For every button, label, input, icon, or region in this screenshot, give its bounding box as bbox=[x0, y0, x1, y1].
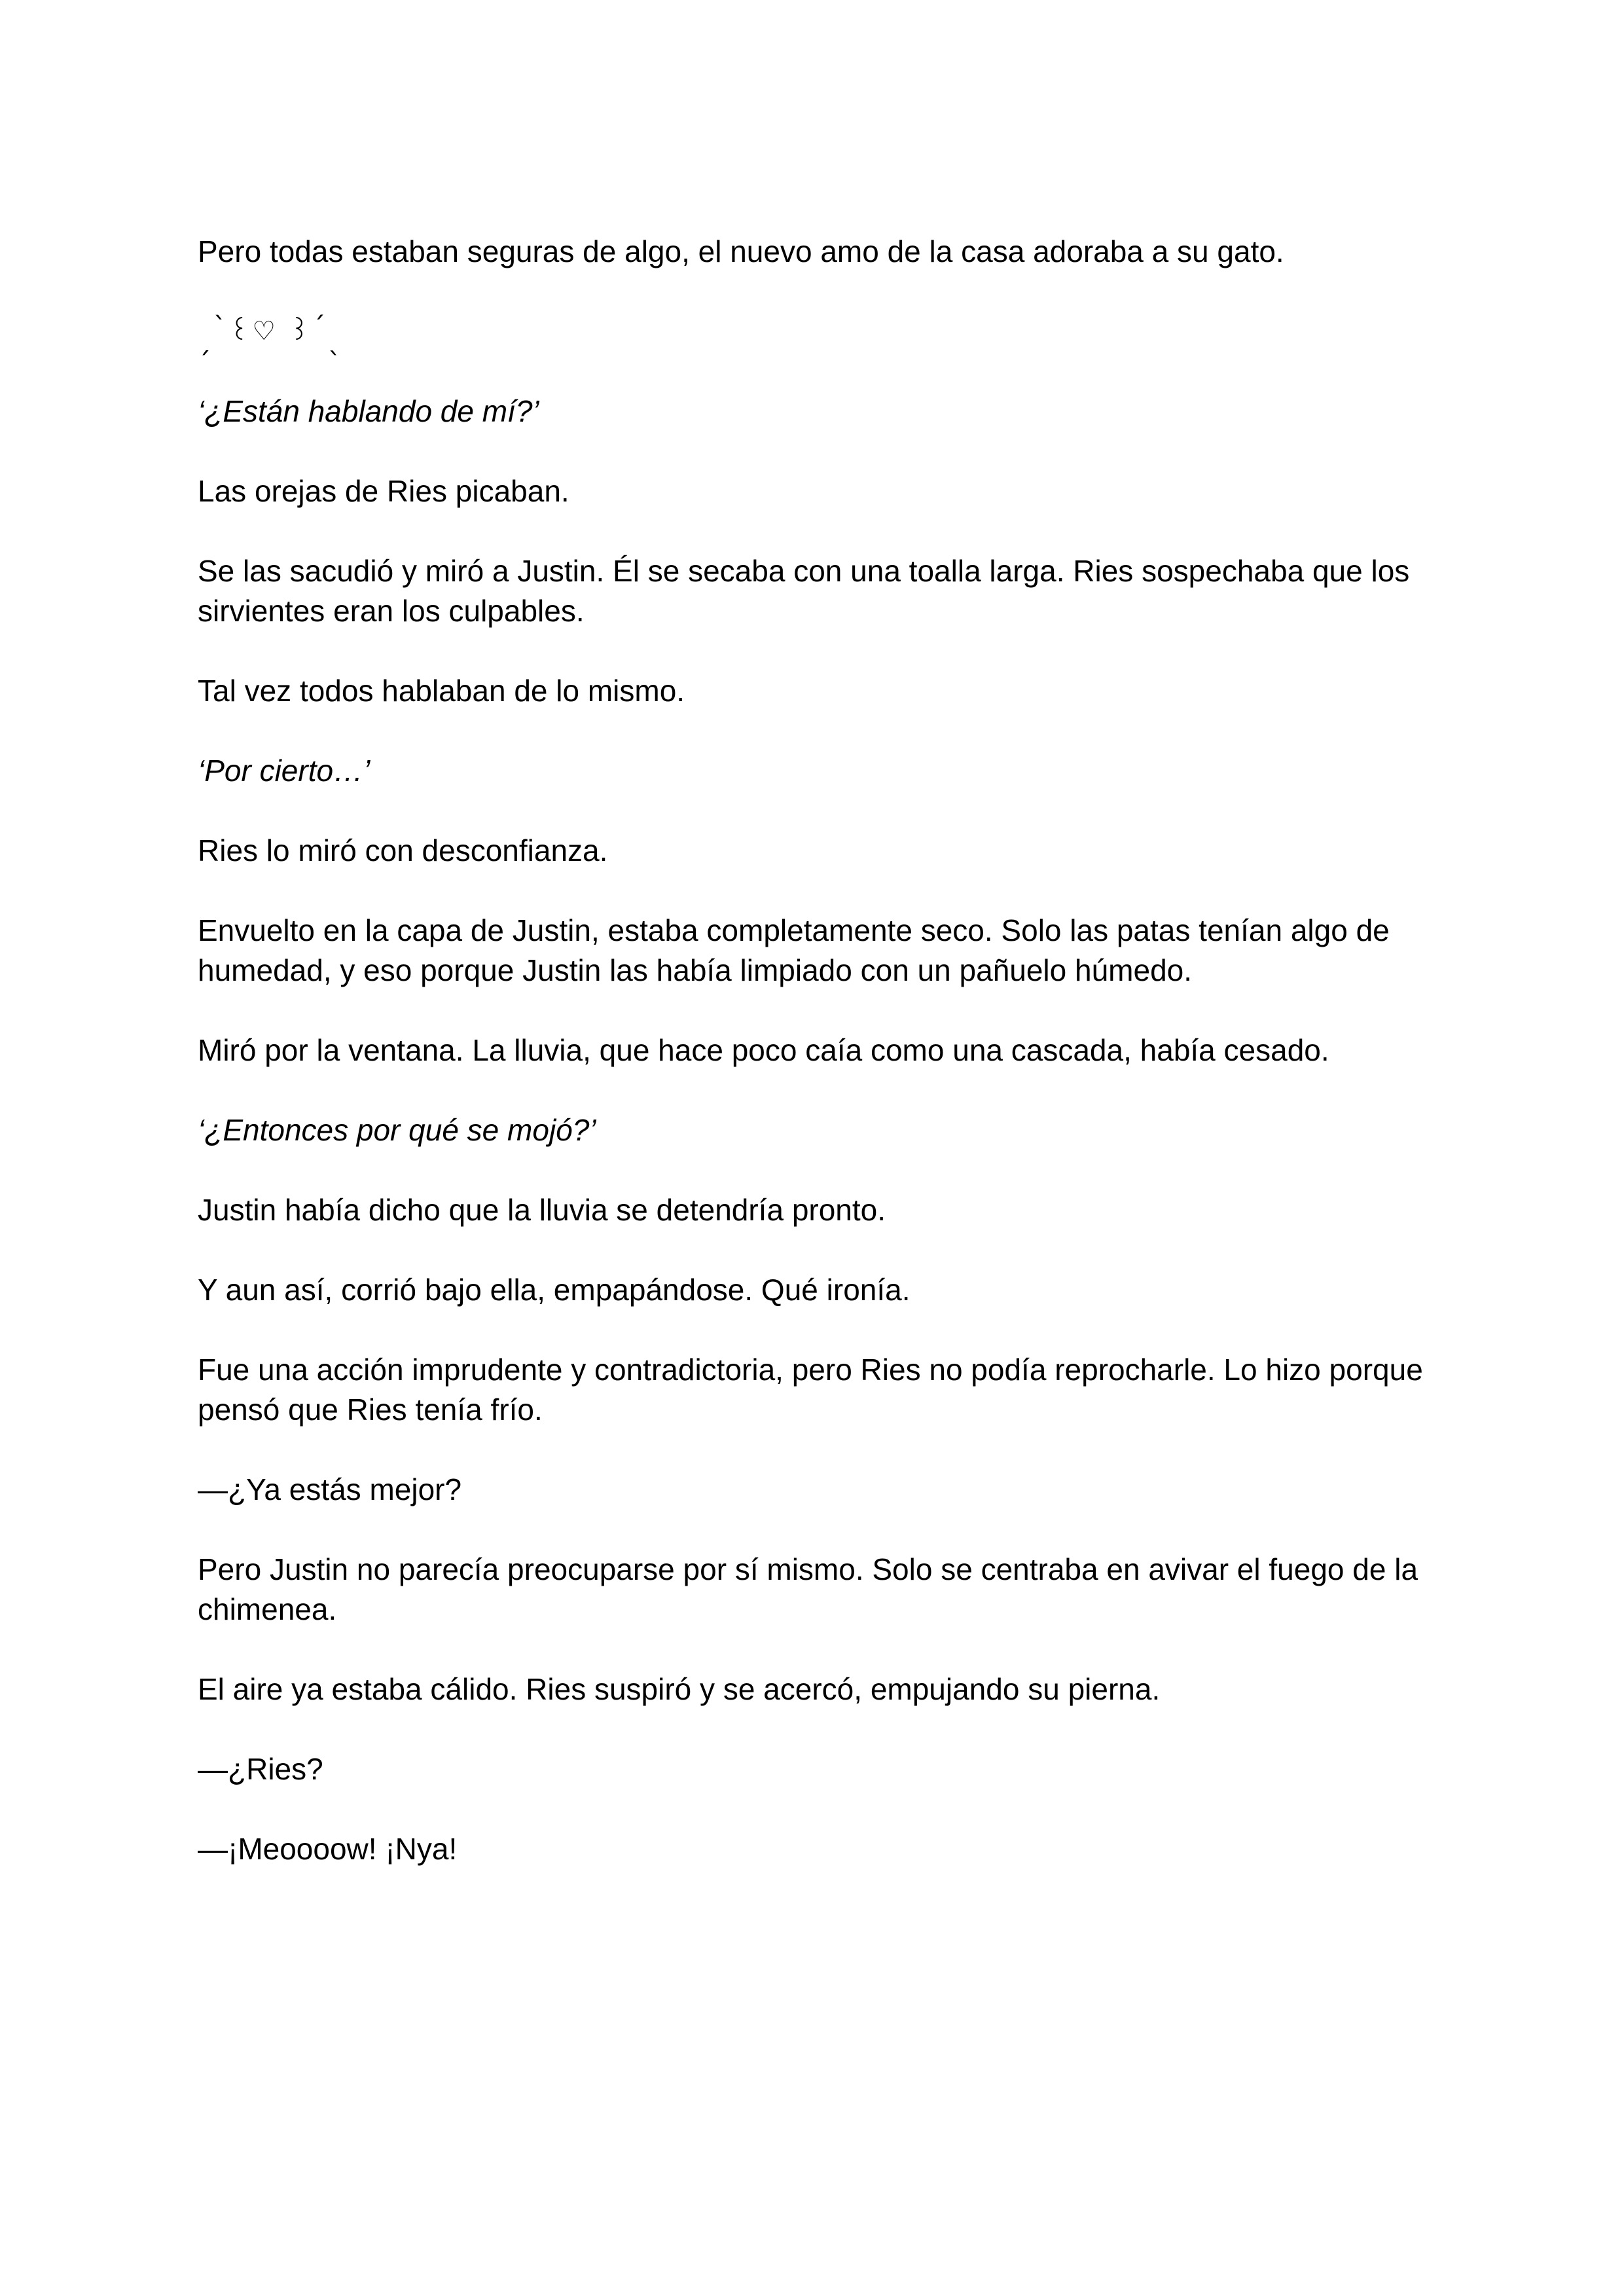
paragraph-dialogue: —¡Meoooow! ¡Nya! bbox=[198, 1832, 458, 1866]
paragraph-thought: ‘¿Entonces por qué se mojó?’ bbox=[198, 1113, 596, 1147]
paragraph: Ries lo miró con desconfianza. bbox=[198, 833, 608, 867]
paragraph: Pero Justin no parecía preocuparse por sí mismo. Solo se centraba en avivar el fuego de la chimenea. bbox=[198, 1552, 1418, 1626]
divider-right-low: ˎ bbox=[328, 325, 344, 355]
paragraph: Pero todas estaban seguras de algo, el nuevo amo de la casa adoraba a su gato. bbox=[198, 234, 1284, 268]
document-body bbox=[198, 232, 1428, 1909]
paragraph-thought: ‘Por cierto…’ bbox=[198, 754, 370, 788]
section-divider-ornament bbox=[198, 312, 1428, 355]
paragraph: Fue una acción imprudente y contradictoria, pero Ries no podía reprocharle. Lo hizo porque pensó que Ries tenía frío. bbox=[198, 1353, 1423, 1427]
paragraph: El aire ya estaba cálido. Ries suspiró y se acercó, empujando su pierna. bbox=[198, 1672, 1161, 1706]
divider-left-low: ˏ bbox=[198, 325, 213, 355]
paragraph-dialogue: —¿Ya estás mejor? bbox=[198, 1472, 462, 1506]
paragraph: Envuelto en la capa de Justin, estaba completamente seco. Solo las patas tenían algo de humedad, y eso porque Justin las había limpiado con un pañuelo húmedo. bbox=[198, 913, 1390, 987]
divider-heart-face: ꒰♡ ꒱ bbox=[229, 316, 313, 346]
paragraph: Miró por la ventana. La lluvia, que hace poco caía como una cascada, había cesado. bbox=[198, 1033, 1329, 1067]
divider-right-tick: ˊ bbox=[312, 312, 329, 342]
paragraph: Justin había dicho que la lluvia se detendría pronto. bbox=[198, 1193, 886, 1227]
paragraph: Y aun así, corrió bajo ella, empapándose. Qué ironía. bbox=[198, 1273, 911, 1307]
paragraph: Tal vez todos hablaban de lo mismo. bbox=[198, 674, 685, 708]
paragraph-dialogue: —¿Ries? bbox=[198, 1752, 323, 1786]
divider-left-tick: ˋ bbox=[213, 312, 229, 342]
paragraph: Se las sacudió y miró a Justin. Él se secaba con una toalla larga. Ries sospechaba que los sirvientes eran los culpables. bbox=[198, 554, 1410, 628]
paragraph-list bbox=[198, 392, 1428, 1869]
paragraph-thought: ‘¿Están hablando de mí?’ bbox=[198, 394, 539, 428]
paragraph: Las orejas de Ries picaban. bbox=[198, 474, 569, 508]
